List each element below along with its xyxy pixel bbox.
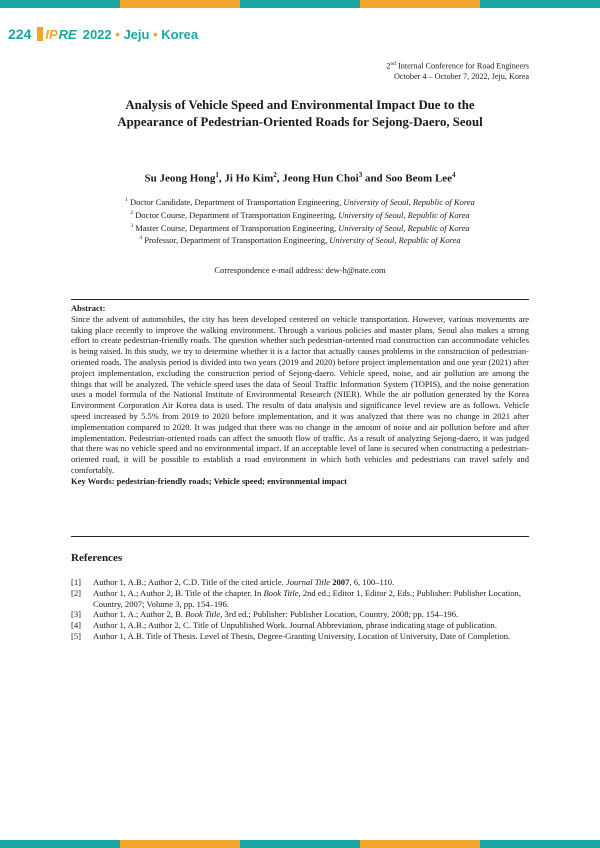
divider bbox=[71, 299, 529, 300]
divider bbox=[71, 536, 529, 537]
abstract-body: Since the advent of automobiles, the city has been developed centered on vehicle transportation. However, various movements are taking place recently to improve the walking environment. Through a various policies and master plans, Seoul also makes a strong effort to create pedestrian-friendly roads. The question whether such pedestrian-oriented road construction can accommodate vehicles is being raised. In this study, we try to determine whether it is a factor that actually causes problems in the construction of pedestrian-oriented roads. The analysis period is divided into two years (2019 and 2020) before project implementation and one year (2021) after project implementation, excluding the construction period of Sejong-daero. Vehicle speed, noise, and air pollution are among the things that will be analyzed. The vehicle speed uses the data of Seoul Traffic Information System (TOPIS), and the noise generation uses a model formula of the National Institute of Environmental Research (NIER). While the air pollution generated by the Korea Environment Corporation Air Korea data is used. The results of data analysis and significance level review are as follows. Vehicle speed increased by 5.5% from 2019 to 2020 before implementation, and it was analyzed that there was no change in 2021 after implementation compared to 2020. It was judged that there was no change in the amount of noise and air pollution before and after implementation. Pedestrian-oriented roads can affect the smooth flow of traffic. As a result of analyzing Sejong-daero, it was judged that there was no vehicle speed and no environmental impact. If an acceptable level of lane is secured when constructing a pedestrian-oriented road, it will be possible to establish a road environment in which both vehicles and pedestrians can travel safely and comfortably. bbox=[71, 313, 529, 475]
affiliation: $^2$ Doctor Course, Department of Transportation Engineering, University of Seoul, Republic of Korea bbox=[130, 209, 470, 220]
references-heading: References bbox=[71, 552, 123, 564]
bottom-color-stripe bbox=[0, 840, 600, 848]
abstract-heading: Abstract: bbox=[71, 303, 106, 313]
reference-item: [2] Author 1, A.; Author 2, B. Title of the chapter. In Book Title, 2nd ed.; Editor 1, Editor 2, Eds.; Publisher: Publisher Location, Country, 2007; Volume 3, pp. 154–196. bbox=[71, 587, 521, 609]
author: Soo Beom Lee bbox=[385, 172, 453, 185]
page-number: 224 bbox=[8, 26, 32, 42]
correspondence-email: Correspondence e-mail address: dew-h@nate.com bbox=[214, 265, 386, 275]
keywords: Key Words: pedestrian-friendly roads; Vehicle speed; environmental impact bbox=[71, 475, 348, 486]
reference-item: [4] Author 1, A.B.; Author 2, C. Title of Unpublished Work. Journal Abbreviation, phrase indicating stage of publication. bbox=[71, 620, 497, 631]
affiliation: $^3$ Master Course, Department of Transportation Engineering, University of Seoul, Republic of Korea bbox=[130, 222, 470, 233]
conference-logo: IP RE bbox=[37, 27, 76, 42]
author: Su Jeong Hong bbox=[144, 172, 216, 185]
top-color-stripe bbox=[0, 0, 600, 8]
author: Ji Ho Kim bbox=[224, 172, 274, 185]
reference-item: [3] Author 1, A.; Author 2, B. Book Title, 3rd ed.; Publisher: Publisher Location, Country, 2008; pp. 154–196. bbox=[71, 609, 459, 620]
reference-item: [1] Author 1, A.B.; Author 2, C.D. Title of the cited article. Journal Title 2007, 6, 100–110. bbox=[71, 577, 395, 587]
affiliations bbox=[70, 195, 530, 246]
paper-title: Analysis of Vehicle Speed and Environmental Impact Due to the Appearance of Pedestrian-Oriented Roads for Sejong-Daero, Seoul bbox=[117, 98, 483, 129]
conference-info: 2nd Internal Conference for Road Engineers October 4 – October 7, 2022, Jeju, Korea bbox=[386, 61, 529, 81]
author: Jeong Hun Choi bbox=[282, 172, 359, 185]
reference-item: [5] Author 1, A.B. Title of Thesis. Level of Thesis, Degree-Granting University, Location of University, Date of Completion. bbox=[71, 630, 511, 641]
page-header bbox=[8, 26, 198, 42]
logo-mark-icon bbox=[37, 27, 43, 41]
affiliation: $^4$ Professor, Department of Transportation Engineering, University of Seoul, Republic of Korea bbox=[139, 235, 461, 246]
conference-tag: 2022 • Jeju • Korea bbox=[82, 26, 199, 42]
author-list: Su Jeong Hong$^1$, Ji Ho Kim$^2$, Jeong Hun Choi$^3$ and Soo Beom Lee$^4$ bbox=[144, 171, 456, 185]
reference-list bbox=[71, 577, 531, 642]
abstract bbox=[71, 303, 529, 487]
affiliation: $^1$ Doctor Candidate, Department of Transportation Engineering, University of Seoul, Republic of Korea bbox=[125, 196, 475, 207]
